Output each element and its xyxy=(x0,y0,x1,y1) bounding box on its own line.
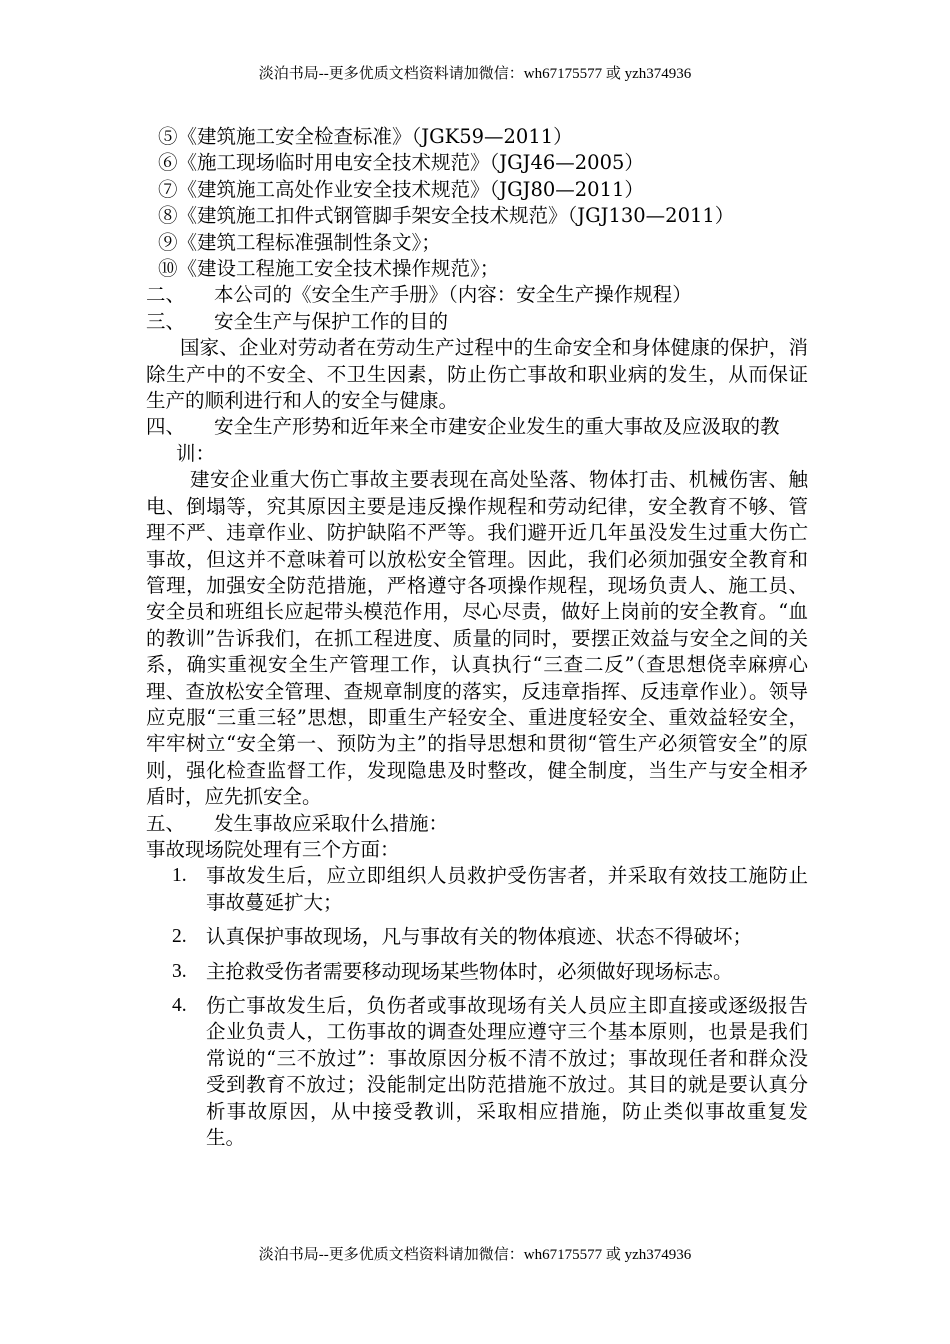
section-4-paragraph: 建安企业重大伤亡事故主要表现在高处坠落、物体打击、机械伤害、触电、倒塌等，究其原因主要是违反操作规程和劳动纪律，安全教育不够、管理不严、违章作业、防护缺陷不严等。我们避开近几年虽没发生过重大伤亡事故，但这并不意味着可以放松安全管理。因此，我们必须加强安全教育和管理，加强安全防范措施，严格遵守各项操作规程，现场负责人、施工员、安全员和班组长应起带头模范作用，尽心尽责，做好上岗前的安全教育。“血的教训”告诉我们，在抓工程进度、质量的同时，要摆正效益与安全之间的关系，确实重视安全生产管理工作，认真执行“三查二反”（查思想侥幸麻痹心理、查放松安全管理、查规章制度的落实，反违章指挥、反违章作业）。领导应克服“三重三轻”思想，即重生产轻安全、重进度轻安全、重效益轻安全，牢牢树立“安全第一、预防为主”的指导思想和贯彻“管生产必须管安全”的原则，强化检查监督工作，发现隐患及时整改，健全制度，当生产与安全相矛盾时，应先抓安全。 xyxy=(146,468,808,809)
section-title: 安全生产与保护工作的目的 xyxy=(214,309,449,333)
list-item xyxy=(146,993,808,1151)
reference-item: ⑨《建筑工程标准强制性条文》； xyxy=(158,230,441,254)
list-item-text: 主抢救受伤者需要移动现场某些物体时，必须做好现场标志。 xyxy=(206,959,733,983)
list-item-text: 伤亡事故发生后，负伤者或事故现场有关人员应主即直接或逐级报告企业负责人，工伤事故的调查处理应遵守三个基本原则，也景是我们常说的“三不放过”：事故原因分板不清不放过；事故现任者和群众没受到教育不放过；没能制定出防范措施不放过。其目的就是要认真分析事故原因，从中接受教训，采取相应措施，防止类似事故重复发生。 xyxy=(206,994,808,1150)
section-title: 安全生产形势和近年来全市建安企业发生的重大事故及应汲取的教训： xyxy=(176,415,780,465)
list-item xyxy=(146,924,808,950)
section-title: 发生事故应采取什么措施： xyxy=(214,811,449,835)
page-footer: 淡泊书局--更多优质文档资料请加微信：wh67175577 或 yzh374936 xyxy=(258,1247,692,1263)
reference-item: ⑩《建设工程施工安全技术操作规范》； xyxy=(158,257,500,281)
list-marker: 2. xyxy=(172,926,187,948)
section-number: 三、 xyxy=(146,309,186,333)
section-number: 五、 xyxy=(146,811,186,835)
list-item xyxy=(146,959,808,985)
section-number: 二、 xyxy=(146,283,186,307)
reference-item: ⑧《建筑施工扣件式钢管脚手架安全技术规范》（JGJ130—2011） xyxy=(158,204,735,228)
document-body xyxy=(146,124,808,1159)
measures-list xyxy=(146,863,808,1151)
list-item-text: 事故发生后，应立即组织人员救护受伤害者，并采取有效技工施防止事故蔓延扩大； xyxy=(206,864,808,914)
list-item-text: 认真保护事故现场，凡与事故有关的物体痕迹、状态不得破坏； xyxy=(206,925,753,949)
list-marker: 1. xyxy=(172,865,187,887)
section-title: 本公司的《安全生产手册》（内容：安全生产操作规程） xyxy=(214,283,692,307)
section-heading-4 xyxy=(146,414,808,467)
list-marker: 4. xyxy=(172,995,187,1016)
reference-item: ⑥《施工现场临时用电安全技术规范》（JGJ46—2005） xyxy=(158,151,644,175)
reference-item: ⑤《建筑施工安全检查标准》（JGK59—2011） xyxy=(158,125,573,148)
list-item xyxy=(146,863,808,916)
reference-item: ⑦《建筑施工高处作业安全技术规范》（JGJ80—2011） xyxy=(158,177,644,201)
page-header: 淡泊书局--更多优质文档资料请加微信：wh67175577 或 yzh374936 xyxy=(258,66,692,82)
section-heading-2 xyxy=(146,282,808,308)
section-number: 四、 xyxy=(146,415,186,439)
section-heading-3 xyxy=(146,309,808,335)
section-heading-5 xyxy=(146,811,808,837)
section-3-paragraph: 国家、企业对劳动者在劳动生产过程中的生命安全和身体健康的保护，消除生产中的不安全、不卫生因素，防止伤亡事故和职业病的发生，从而保证生产的顺利进行和人的安全与健康。 xyxy=(146,336,808,413)
section-5-intro: 事故现场院处理有三个方面： xyxy=(146,837,400,861)
list-marker: 3. xyxy=(172,960,187,982)
